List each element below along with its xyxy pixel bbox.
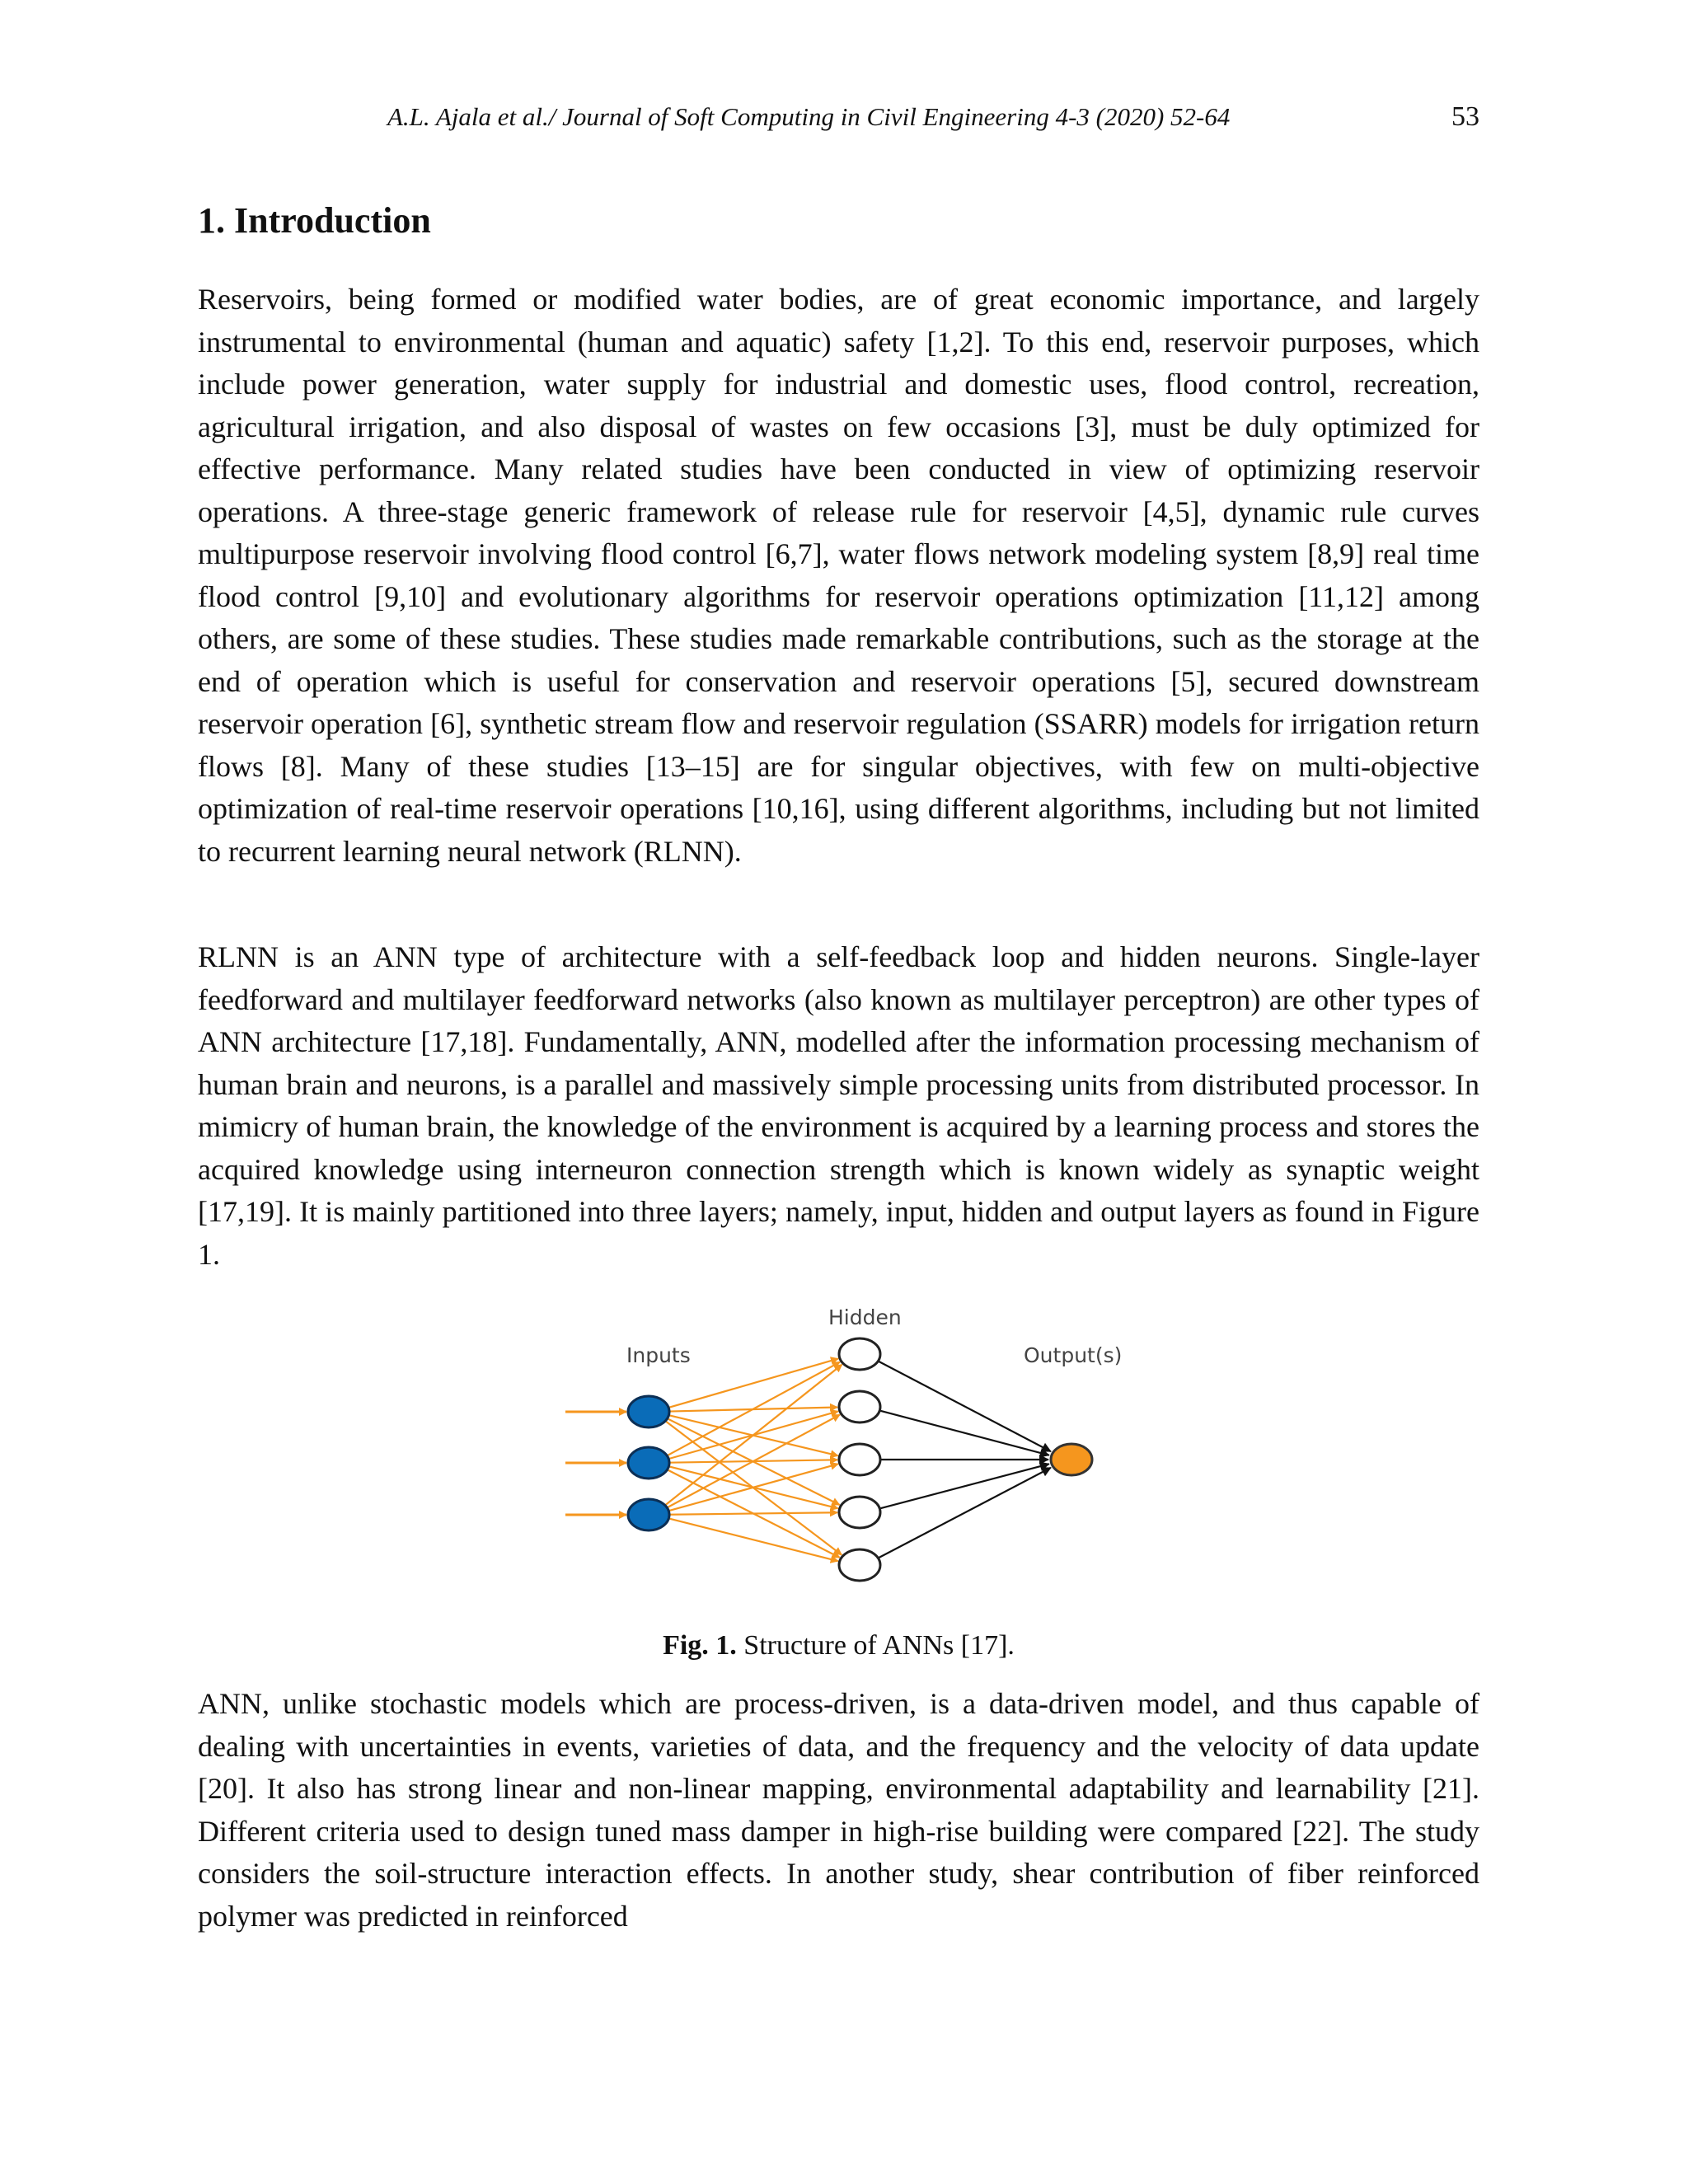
figure-caption: [198, 1628, 1479, 1664]
edge-input-3-hidden-3: [668, 1464, 838, 1511]
edge-hidden-4-output: [879, 1464, 1049, 1508]
hidden-node-1: [839, 1338, 880, 1370]
hidden-label: Hidden: [828, 1306, 902, 1329]
edge-hidden-2-output: [879, 1411, 1049, 1455]
paragraph-3: ANN, unlike stochastic models which are process-driven, is a data-driven model, and thus capable of dealing with uncertainties in events, varieties of data, and the frequency and the velocity of data update [20]. It also has strong linear and non-linear mapping, environmental adaptability and learnability [21]. Different criteria used to design tuned mass damper in high-rise building were compared [22]. The study considers the soil-structure interaction effects. In another study, shear contribution of fiber reinforced polymer was predicted in reinforced: [198, 1687, 1479, 1933]
input-node-1: [628, 1396, 669, 1427]
outputs-label: Output(s): [1024, 1343, 1123, 1367]
caption-label: Fig. 1.: [663, 1630, 737, 1661]
edge-input-1-hidden-1: [668, 1359, 838, 1408]
paragraph-1: Reservoirs, being formed or modified water bodies, are of great economic importance, and largely instrumental to environmental (human and aquatic) safety [1,2]. To this end, reservoir purposes, which include power generation, water supply for industrial and domestic uses, flood control, recreation, agricultural irrigation, and also disposal of wastes on few occasions [3], must be duly optimized for effective performance. Many related studies have been conducted in view of optimizing reservoir operations. A three-stage generic framework of release rule for reservoir [4,5], dynamic rule curves multipurpose reservoir involving flood control [6,7], water flows network modeling system [8,9] real time flood control [9,10] and evolutionary algorithms for reservoir operations optimization [11,12] among others, are some of these studies. These studies made remarkable contributions, such as the storage at the end of operation which is useful for conservation and reservoir operations [5], secured downstream reservoir operation [6], synthetic stream flow and reservoir regulation (SSARR) models for irrigation return flows [8]. Many of these studies [13–15] are for singular objectives, with few on multi-objective optimization of real-time reservoir operations [10,16], using different algorithms, including but not limited to recurrent learning neural network (RLNN).: [198, 283, 1479, 868]
ann-diagram: [544, 1306, 1154, 1624]
edge-input-3-hidden-2: [667, 1415, 840, 1508]
edge-hidden-1-output: [878, 1361, 1051, 1451]
paragraph-2: RLNN is an ANN type of architecture with a self-feedback loop and hidden neurons. Single-layer feedforward and multilayer feedforward networks (also known as multilayer perceptron) are other types of ANN architecture [17,18]. Fundamentally, ANN, modelled after the information processing mechanism of human brain and neurons, is a parallel and massively simple processing units from distributed processor. In mimicry of human brain, the knowledge of the environment is acquired by a learning process and stores the acquired knowledge using interneuron connection strength which is known widely as synaptic weight [17,19]. It is mainly partitioned into three layers; namely, input, hidden and output layers as found in Figure 1.: [198, 940, 1479, 1271]
hidden-node-3: [839, 1444, 880, 1475]
edge-input-3-hidden-1: [665, 1365, 842, 1506]
hidden-node-5: [839, 1549, 880, 1581]
input-node-3: [628, 1499, 669, 1530]
input-node-2: [628, 1447, 669, 1479]
edge-input-3-hidden-5: [668, 1518, 837, 1561]
ann-structure-figure: [544, 1306, 1154, 1624]
edge-hidden-5-output: [878, 1468, 1051, 1558]
output-node: [1051, 1444, 1092, 1475]
hidden-node-2: [839, 1391, 880, 1422]
page-number: 53: [1451, 101, 1479, 132]
caption-text: Structure of ANNs [17].: [736, 1630, 1015, 1661]
journal-reference: A.L. Ajala et al./ Journal of Soft Computing in Civil Engineering 4-3 (2020) 52-64: [387, 102, 1231, 131]
edge-input-3-hidden-4: [669, 1512, 837, 1515]
edge-input-2-hidden-1: [667, 1362, 840, 1456]
hidden-node-4: [839, 1497, 880, 1528]
inputs-label: Inputs: [626, 1343, 691, 1367]
section-title: 1. Introduction: [198, 200, 431, 241]
